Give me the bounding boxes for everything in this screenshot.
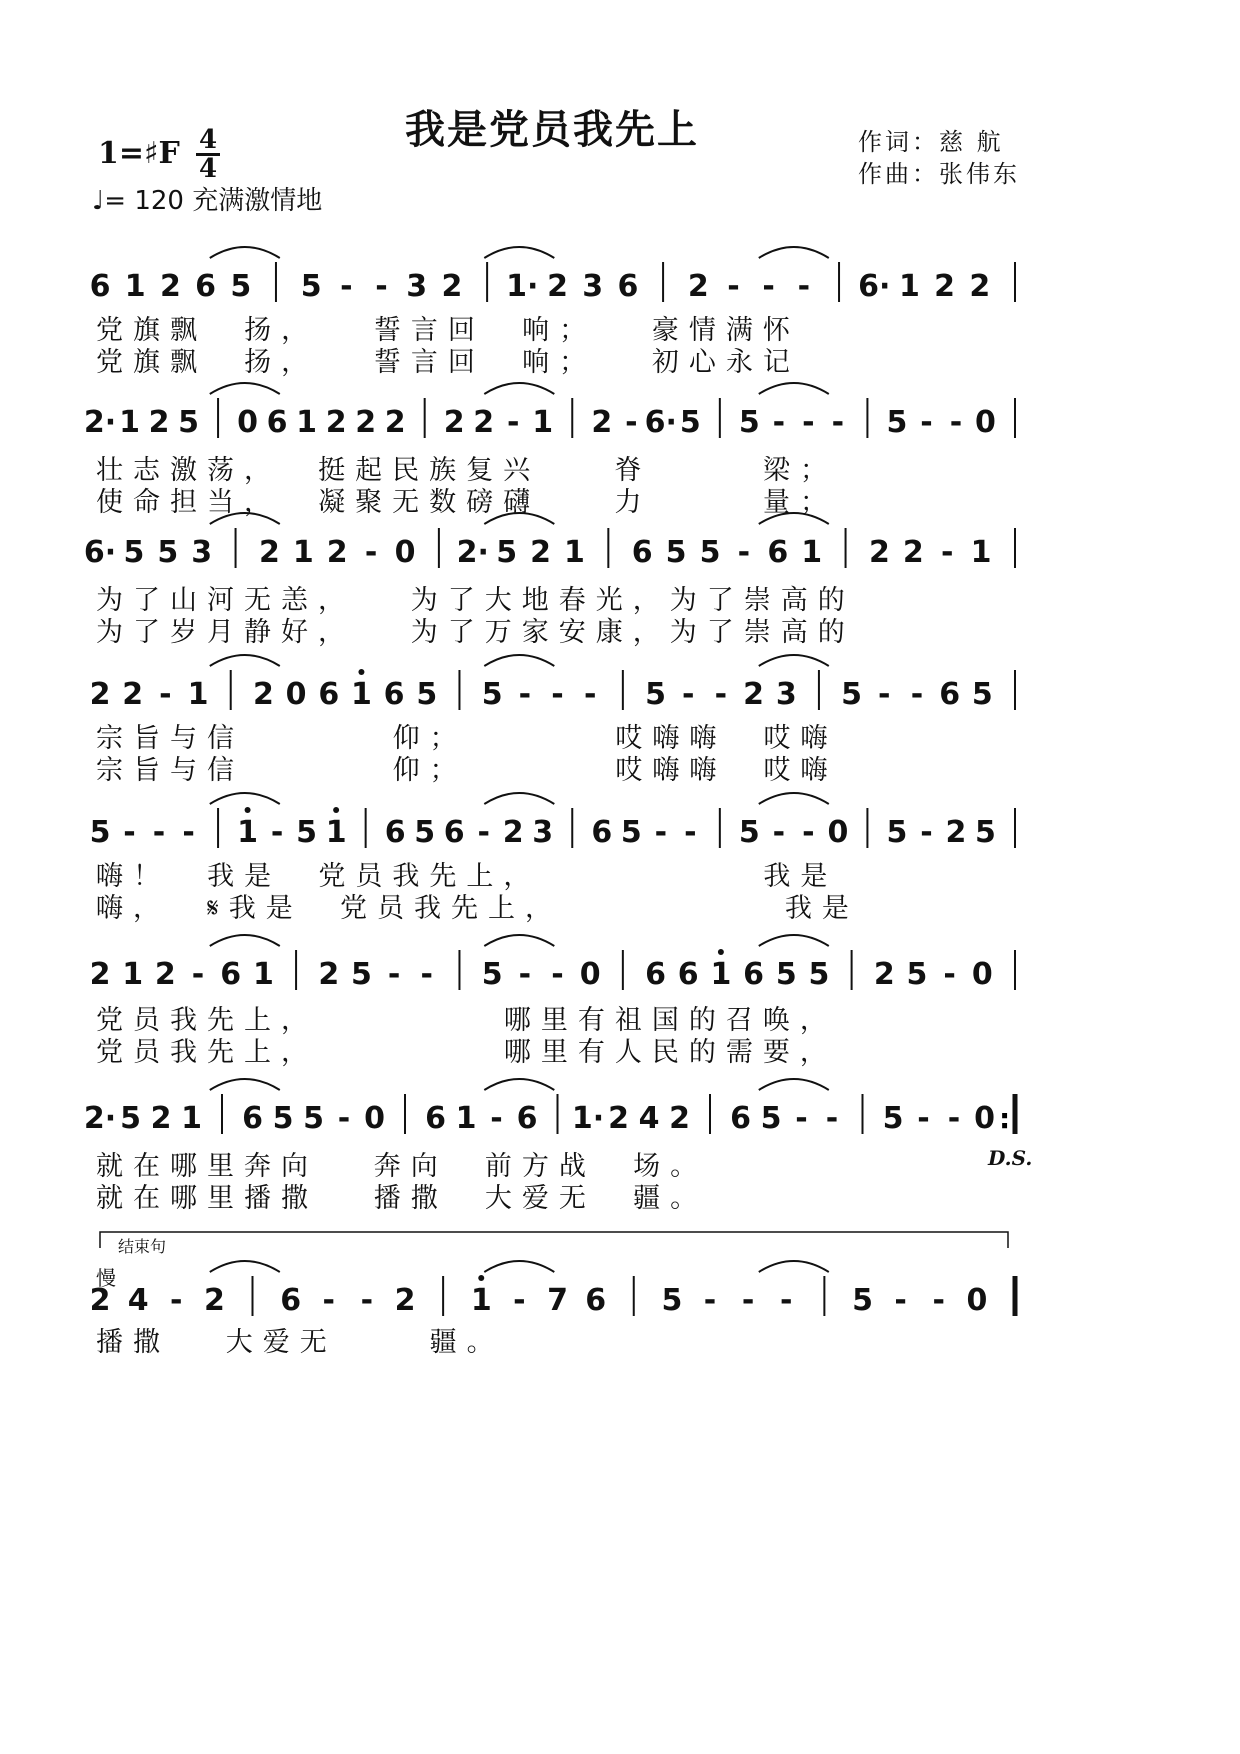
note-token: 5 [481,677,503,712]
note-token: - [364,535,378,570]
note-token: - [270,815,284,850]
note-token: 1 [124,269,146,304]
note-token: 2 [326,535,348,570]
note-token: 5 [760,1101,782,1136]
note-token: - [513,1283,526,1318]
slur-arc [484,793,554,804]
coda-label: 结束句 [118,1237,167,1256]
slur-arc [759,1079,829,1090]
row5-lyric2: 嗨， 𝄋我是 党员我先上， 我是 [96,893,859,924]
note-token: 2 [325,405,347,440]
row5-lyric1: 嗨！ 我是 党员我先上， 我是 [96,861,838,892]
note-token: 3 [532,815,554,850]
note-token: - [772,815,786,850]
note-token: 6 [266,405,288,440]
note-token: 1 [325,815,347,850]
row1-lyric2: 党旗飘 扬， 誓言回 响； 初心永记 [96,347,800,378]
note-token: - [762,269,775,304]
note-token: - [506,405,520,440]
note-token: 2 [203,1283,225,1318]
note-token: - [920,405,933,440]
note-token: 3 [406,269,428,304]
note-token: 6 [767,535,789,570]
note-token: 2 [969,269,991,304]
note-token: - [551,677,564,712]
note-token: - [490,1101,503,1136]
note-token: - [910,677,924,712]
note-token: 5 [303,1101,324,1136]
note-token: 2 [259,535,280,570]
note-token: 5 [679,405,701,440]
note-token: 2 [443,405,465,440]
note-token: - [831,405,845,440]
note-token: 1 [532,405,554,440]
note-token: 2 [89,957,111,992]
note-token: 5 [157,535,179,570]
note-token: 0 [285,677,307,712]
row3-lyric2: 为了岁月静好， 为了万家安康，为了崇高的 [96,617,855,648]
note-token: 5 [120,1101,141,1136]
note-token: 4 [127,1283,149,1318]
row7-lyric2: 就在哪里播撒 播撒 大爱无 疆。 [96,1183,708,1214]
note-token: 3 [191,535,213,570]
slur-arc [484,1261,554,1272]
note-token: 1· [506,269,539,304]
note-token: 5 [665,535,687,570]
note-token: 2 [441,269,463,304]
note-token: 5 [178,405,199,440]
note-token: - [878,677,891,712]
tempo-value: = 120 [104,186,184,216]
row6-lyric2: 党员我先上， 哪里有人民的需要， [96,1037,837,1068]
slur-arc [759,247,829,258]
time-signature-bottom: 4 [198,154,218,184]
note-token: 0 [394,535,416,570]
note-token: 2 [394,1283,416,1318]
note-token: 6 [383,677,405,712]
row2-lyric2: 使命担当， 凝聚无数磅礴 力 量； [96,487,837,518]
note-token: 1 [455,1101,477,1136]
note-token: 5 [808,957,830,992]
note-token: - [949,405,963,440]
high-octave-dot [333,807,339,813]
slur-arc [484,655,554,666]
note-token: - [741,1283,755,1318]
note-token: 5 [886,405,908,440]
slur-arc [759,793,829,804]
slur-arc [484,247,554,258]
note-token: - [727,269,740,304]
note-token: - [182,815,195,850]
note-token: - [737,535,751,570]
note-token: 5 [123,535,145,570]
note-token: 5 [699,535,721,570]
song-title: 我是党员我先上 [405,106,699,153]
note-token: - [420,957,434,992]
note-token: 6 [280,1283,302,1318]
note-token: - [780,1283,793,1318]
note-token: - [477,815,490,850]
note-token: - [654,815,668,850]
note-token: 5 [886,815,908,850]
note-token: - [152,815,166,850]
note-token: 0 [579,957,601,992]
note-token: 1 [237,815,259,850]
note-token: - [802,815,815,850]
note-token: - [943,957,956,992]
note-token: 0 [971,957,993,992]
row4-lyric1: 宗旨与信 仰； 哎嗨嗨 哎嗨 [96,723,838,754]
note-token: 5 [89,815,111,850]
note-token: 5 [620,815,642,850]
slur-arc [484,383,554,394]
note-token: 0 [974,1101,995,1136]
note-token: 6 [677,957,699,992]
note-token: - [703,1283,717,1318]
note-token: 1 [801,535,823,570]
note-token: 1 [119,405,140,440]
note-token: 2 [154,957,176,992]
note-token: 6 [743,957,765,992]
note-token: 0 [966,1283,988,1318]
note-token: - [387,957,401,992]
note-token: 2 [669,1101,690,1136]
note-token: 5 [775,957,797,992]
note-token: 2 [252,677,274,712]
note-token: 2 [934,269,956,304]
slur-arc [759,383,829,394]
note-token: 0 [827,815,849,850]
note-token: 6· [858,269,891,304]
note-token: - [123,815,136,850]
note-token: - [518,957,532,992]
quarter-note-icon: ♩ [92,186,105,216]
note-token: - [917,1101,930,1136]
note-token: 6 [220,957,242,992]
row3-lyric1: 为了山河无恙， 为了大地春光，为了崇高的 [96,585,855,616]
note-token: 1 [564,535,585,570]
note-token: 2 [150,1101,172,1136]
slur-arc [210,935,280,946]
slur-arc [210,383,280,394]
row6-lyric1: 党员我先上， 哪里有祖国的召唤， [96,1005,837,1036]
note-token: - [375,269,388,304]
key-signature: 1=♯F [98,136,180,171]
note-token: 5 [296,815,318,850]
note-token: 6 [516,1101,538,1136]
note-token: 6 [443,815,465,850]
note-token: 2 [355,405,377,440]
note-token: 5 [496,535,518,570]
row2-lyric1: 壮志激荡， 挺起民族复兴 脊 梁； [96,455,837,486]
note-token: 6 [617,269,639,304]
note-token: 2 [473,405,495,440]
note-token: 1 [710,957,732,992]
note-token: 5 [841,677,863,712]
high-octave-dot [245,807,251,813]
note-token: - [583,677,597,712]
note-token: 1 [350,677,372,712]
note-token: 2 [608,1101,629,1136]
note-token: 2 [591,405,613,440]
note-token: 1 [181,1101,202,1136]
note-token: 5 [414,815,436,850]
note-token: 2 [148,405,170,440]
note-token: 5 [906,957,928,992]
high-octave-dot [718,949,724,955]
note-token: 2 [159,269,181,304]
note-token: 3 [582,269,604,304]
note-token: 6· [644,405,677,440]
note-token: - [932,1283,945,1318]
note-token: 7 [547,1283,568,1318]
note-token: - [795,1101,808,1136]
note-token: 4 [638,1101,660,1136]
note-token: 6 [939,677,961,712]
note-token: 5 [971,677,993,712]
note-token: 5 [350,957,372,992]
note-token: 6 [645,957,666,992]
note-token: 6 [730,1101,751,1136]
note-token: - [170,1283,183,1318]
note-token: 1 [296,405,318,440]
note-token: 1 [252,957,274,992]
note-token: 2 [902,535,924,570]
note-token: - [625,405,638,440]
note-token: - [551,957,564,992]
note-token: 2 [122,677,144,712]
note-token: 0 [364,1101,385,1136]
note-token: 0 [975,405,996,440]
note-token: - [322,1283,335,1318]
note-token: - [159,677,172,712]
note-token: 6 [591,815,613,850]
note-token: 5 [230,269,252,304]
note-token: 6 [631,535,653,570]
slur-arc [210,1261,280,1272]
note-token: - [940,535,954,570]
note-token: 2 [869,535,890,570]
note-token: - [802,405,815,440]
note-token: 5 [738,405,760,440]
note-token: 6 [318,677,340,712]
note-token: 5 [738,815,760,850]
slur-arc [210,1079,280,1090]
note-token: - [894,1283,907,1318]
time-signature-top: 4 [198,125,218,155]
high-octave-dot [358,669,364,675]
slur-arc [759,935,829,946]
note-token: 2 [502,815,524,850]
note-token: 2 [318,957,340,992]
note-token: - [714,677,728,712]
note-token: 6 [242,1101,263,1136]
note-token: 2· [456,535,489,570]
note-token: 5 [300,269,322,304]
slur-arc [210,247,280,258]
note-token: 1· [571,1101,605,1136]
slur-arc [210,655,280,666]
note-token: 6· [83,535,117,570]
note-token: 5 [645,677,666,712]
row4-lyric2: 宗旨与信 仰； 哎嗨嗨 哎嗨 [96,755,838,786]
note-token: 5 [272,1101,294,1136]
note-token: 5 [882,1101,904,1136]
coda-bracket [100,1232,1008,1248]
row1-lyric1: 党旗飘 扬， 誓言回 响； 豪情满怀 [96,315,800,346]
note-token: - [340,269,353,304]
note-token: - [825,1101,839,1136]
note-token: 5 [416,677,438,712]
note-token: 2 [743,677,765,712]
high-octave-dot [478,1275,484,1281]
note-token: 1 [970,535,992,570]
note-token: 3 [775,677,797,712]
note-token: - [337,1101,351,1136]
composer-credit: 作曲：张伟东 [858,160,1020,188]
note-token: - [681,677,695,712]
note-token: 2 [873,957,895,992]
note-token: - [920,815,933,850]
slur-arc [484,1079,554,1090]
note-token: 0 [237,405,259,440]
ds-mark: D.S. [988,1146,1033,1170]
note-token: 2· [83,405,117,440]
note-token: - [360,1283,374,1318]
note-token: 2 [384,405,406,440]
note-token: - [191,957,205,992]
note-token: 1 [122,957,144,992]
note-token: 6 [195,269,217,304]
slur-arc [210,793,280,804]
note-token: - [947,1101,961,1136]
note-token: - [684,815,697,850]
note-token: - [797,269,811,304]
note-token: 1 [292,535,314,570]
note-token: 1 [470,1283,492,1318]
note-token: - [518,677,532,712]
note-token: 6 [585,1283,607,1318]
lyricist-credit: 作词：慈 航 [858,128,1004,156]
slow-tempo-word: 慢 [96,1266,116,1290]
row7-lyric1: 就在哪里奔向 奔向 前方战 场。 [96,1151,708,1182]
note-token: 2· [83,1101,117,1136]
note-token: 1 [187,677,209,712]
note-token: 2 [89,677,111,712]
note-token: 5 [661,1283,683,1318]
note-token: - [772,405,786,440]
row8-lyric1: 播撒 大爱无 疆。 [96,1327,504,1358]
note-token: 2 [89,1283,111,1318]
note-token: 2 [547,269,568,304]
note-token: 5 [975,815,996,850]
note-token: 6 [425,1101,446,1136]
note-token: 1 [898,269,920,304]
note-token: 5 [852,1283,873,1318]
repeat-dots: : [999,1102,1011,1135]
slur-arc [484,935,554,946]
note-token: 5 [481,957,503,992]
note-token: 2 [530,535,551,570]
slur-arc [759,1261,829,1272]
expression-text: 充满激情地 [192,186,323,216]
note-token: 2 [687,269,709,304]
note-token: 6 [89,269,111,304]
note-token: 6 [384,815,406,850]
slur-arc [759,655,829,666]
note-token: 2 [945,815,967,850]
